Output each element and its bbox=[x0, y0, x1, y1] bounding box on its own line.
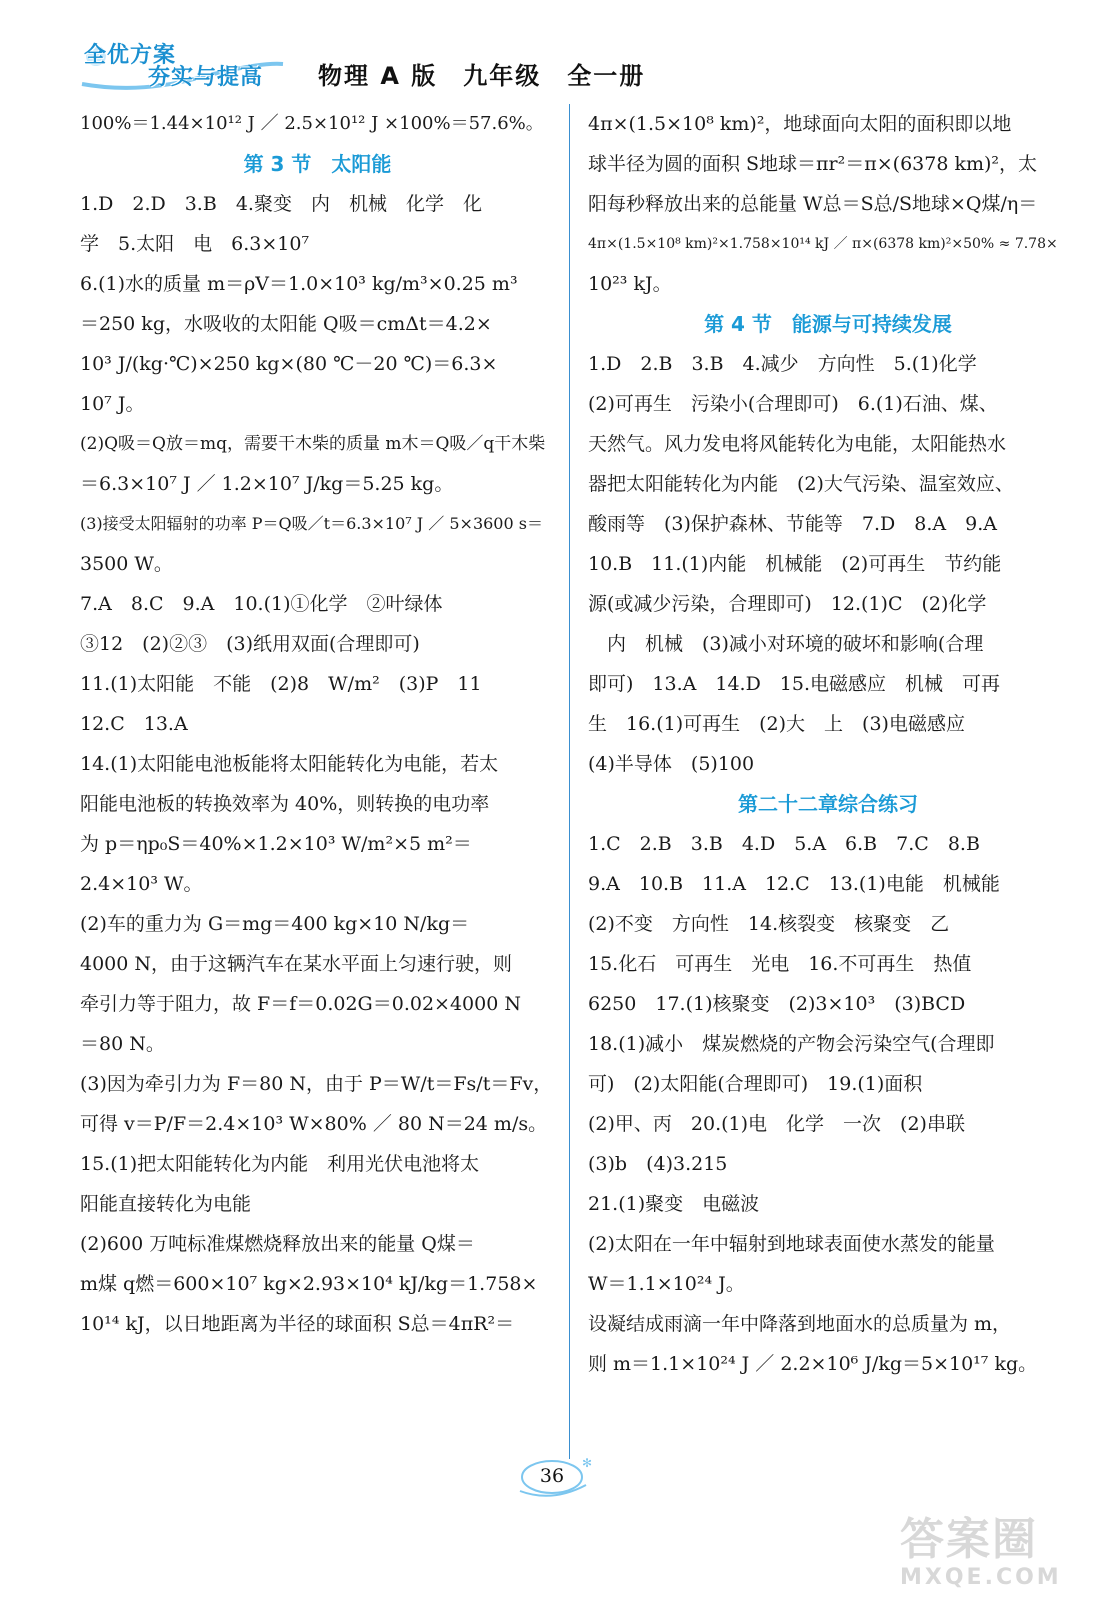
logo-line1: 全优方案 bbox=[84, 43, 177, 68]
section-heading: 第 3 节 太阳能 bbox=[243, 152, 392, 176]
answer-line: (2)车的重力为 G＝mg＝400 kg×10 N/kg＝ bbox=[80, 913, 470, 935]
answer-line: (2)不变 方向性 14.核裂变 核聚变 乙 bbox=[588, 913, 950, 935]
column-divider bbox=[569, 104, 570, 1459]
answer-line: 11.(1)太阳能 不能 (2)8 W/m² (3)P 11 bbox=[80, 673, 482, 695]
answer-line: 阳能电池板的转换效率为 40%，则转换的电功率 bbox=[80, 793, 490, 815]
answer-line: W＝1.1×10²⁴ J。 bbox=[588, 1273, 745, 1295]
answer-line: (3)b (4)3.215 bbox=[588, 1153, 728, 1175]
watermark-url: MXQE.COM bbox=[900, 1565, 1062, 1590]
section-heading: 第二十二章综合练习 bbox=[738, 792, 918, 816]
answer-line: 18.(1)减小 煤炭燃烧的产物会污染空气(合理即 bbox=[588, 1033, 995, 1055]
answer-line: 10¹⁴ kJ，以日地距离为半径的球面积 S总＝4πR²＝ bbox=[80, 1313, 515, 1335]
answer-line: 为 p＝ηp₀S＝40%×1.2×10³ W/m²×5 m²＝ bbox=[80, 833, 472, 855]
answer-line: 源(或减少污染，合理即可) 12.(1)C (2)化学 bbox=[588, 593, 987, 615]
answer-line: 球半径为圆的面积 S地球＝πr²＝π×(6378 km)²，太 bbox=[588, 153, 1038, 175]
answer-line: (2)甲、丙 20.(1)电 化学 一次 (2)串联 bbox=[588, 1113, 965, 1135]
left-column bbox=[80, 104, 555, 1344]
answer-line: 牵引力等于阻力，故 F＝f＝0.02G＝0.02×4000 N bbox=[80, 993, 521, 1015]
answer-line: 酸雨等 (3)保护森林、节能等 7.D 8.A 9.A bbox=[588, 513, 997, 535]
answer-line: 6250 17.(1)核聚变 (2)3×10³ (3)BCD bbox=[588, 993, 966, 1015]
answer-line: (4)半导体 (5)100 bbox=[588, 753, 755, 775]
publisher-logo bbox=[78, 34, 288, 94]
answer-line: 1.D 2.B 3.B 4.减少 方向性 5.(1)化学 bbox=[588, 353, 977, 375]
answer-line: ＝80 N。 bbox=[80, 1033, 165, 1055]
answer-line: 100%＝1.44×10¹² J ／ 2.5×10¹² J ×100%＝57.6%。 bbox=[80, 113, 544, 134]
answer-line: 15.化石 可再生 光电 16.不可再生 热值 bbox=[588, 953, 972, 975]
answer-line: 可) (2)太阳能(合理即可) 19.(1)面积 bbox=[588, 1073, 923, 1095]
answer-line: 3500 W。 bbox=[80, 553, 173, 575]
answer-line: 1.C 2.B 3.B 4.D 5.A 6.B 7.C 8.B bbox=[588, 833, 980, 855]
answer-line: (2)太阳在一年中辐射到地球表面使水蒸发的能量 bbox=[588, 1233, 995, 1255]
watermark-logo-text: 答案圈 bbox=[900, 1514, 1038, 1565]
answer-line: 设凝结成雨滴一年中降落到地面水的总质量为 m， bbox=[588, 1313, 1012, 1335]
watermark bbox=[900, 1515, 1080, 1595]
answer-line: 即可) 13.A 14.D 15.电磁感应 机械 可再 bbox=[588, 673, 1001, 695]
answer-line: m煤 q燃＝600×10⁷ kg×2.93×10⁴ kJ/kg＝1.758× bbox=[80, 1273, 538, 1295]
answer-line: 学 5.太阳 电 6.3×10⁷ bbox=[80, 233, 310, 255]
answer-line: 阳能直接转化为电能 bbox=[80, 1193, 252, 1215]
svg-text:✻: ✻ bbox=[582, 1456, 592, 1470]
answer-line: 器把太阳能转化为内能 (2)大气污染、温室效应、 bbox=[588, 473, 1014, 495]
answer-line: 4π×(1.5×10⁸ km)²×1.758×10¹⁴ kJ ／ π×(6378 km)²×50% ≈ 7.78× bbox=[588, 236, 1058, 252]
logo-line2: 夯实与提高 bbox=[148, 65, 264, 90]
answer-line: 6.(1)水的质量 m＝ρV＝1.0×10³ kg/m³×0.25 m³ bbox=[80, 273, 518, 295]
answer-line: 2.4×10³ W。 bbox=[80, 873, 203, 895]
answer-line: (3)因为牵引力为 F＝80 N，由于 P＝W/t＝Fs/t＝Fv， bbox=[80, 1073, 553, 1095]
page-number: 36 bbox=[539, 1465, 565, 1487]
answer-line: 阳每秒释放出来的总能量 W总＝S总/S地球×Q煤/η＝ bbox=[588, 193, 1038, 215]
answer-line: 10⁷ J。 bbox=[80, 393, 145, 415]
answer-line: 14.(1)太阳能电池板能将太阳能转化为电能，若太 bbox=[80, 753, 499, 775]
answer-line: 可得 v＝P/F＝2.4×10³ W×80% ／ 80 N＝24 m/s。 bbox=[80, 1113, 548, 1135]
answer-line: 7.A 8.C 9.A 10.(1)①化学 ②叶绿体 bbox=[80, 593, 443, 615]
answer-line: 4000 N，由于这辆汽车在某水平面上匀速行驶，则 bbox=[80, 953, 513, 975]
answer-line: 10.B 11.(1)内能 机械能 (2)可再生 节约能 bbox=[588, 553, 1002, 575]
answer-line: 内 机械 (3)减小对环境的破坏和影响(合理 bbox=[588, 633, 984, 655]
answer-line: 则 m＝1.1×10²⁴ J ／ 2.2×10⁶ J/kg＝5×10¹⁷ kg。 bbox=[588, 1353, 1038, 1375]
answer-line: (2)600 万吨标准煤燃烧释放出来的能量 Q煤＝ bbox=[80, 1233, 475, 1255]
answer-line: 1.D 2.D 3.B 4.聚变 内 机械 化学 化 bbox=[80, 193, 482, 215]
answer-line: 生 16.(1)可再生 (2)大 上 (3)电磁感应 bbox=[588, 713, 965, 735]
right-column bbox=[588, 104, 1068, 1384]
answer-line: (2)Q吸＝Q放＝mq，需要干木柴的质量 m木＝Q吸／q干木柴 bbox=[80, 434, 546, 454]
page-header-title: 物理 A 版 九年级 全一册 bbox=[318, 62, 646, 90]
answer-line: 10³ J/(kg·℃)×250 kg×(80 ℃－20 ℃)＝6.3× bbox=[80, 353, 498, 375]
page-number-badge bbox=[512, 1455, 592, 1501]
answer-line: 15.(1)把太阳能转化为内能 利用光伏电池将太 bbox=[80, 1153, 480, 1175]
answer-line: (2)可再生 污染小(合理即可) 6.(1)石油、煤、 bbox=[588, 393, 998, 415]
answer-line: 21.(1)聚变 电磁波 bbox=[588, 1193, 760, 1215]
answer-line: 9.A 10.B 11.A 12.C 13.(1)电能 机械能 bbox=[588, 873, 1000, 895]
answer-line: 4π×(1.5×10⁸ km)²，地球面向太阳的面积即以地 bbox=[588, 113, 1012, 135]
answer-line: (3)接受太阳辐射的功率 P＝Q吸／t＝6.3×10⁷ J ／ 5×3600 s＝ bbox=[80, 514, 543, 533]
answer-line: 10²³ kJ。 bbox=[588, 273, 672, 295]
answer-line: ＝250 kg，水吸收的太阳能 Q吸＝cmΔt＝4.2× bbox=[80, 313, 492, 335]
answer-line: ③12 (2)②③ (3)纸用双面(合理即可) bbox=[80, 633, 420, 655]
answer-line: ＝6.3×10⁷ J ／ 1.2×10⁷ J/kg＝5.25 kg。 bbox=[80, 473, 454, 495]
section-heading: 第 4 节 能源与可持续发展 bbox=[704, 312, 952, 336]
answer-line: 天然气。风力发电将风能转化为电能，太阳能热水 bbox=[588, 433, 1007, 455]
answer-line: 12.C 13.A bbox=[80, 713, 188, 735]
